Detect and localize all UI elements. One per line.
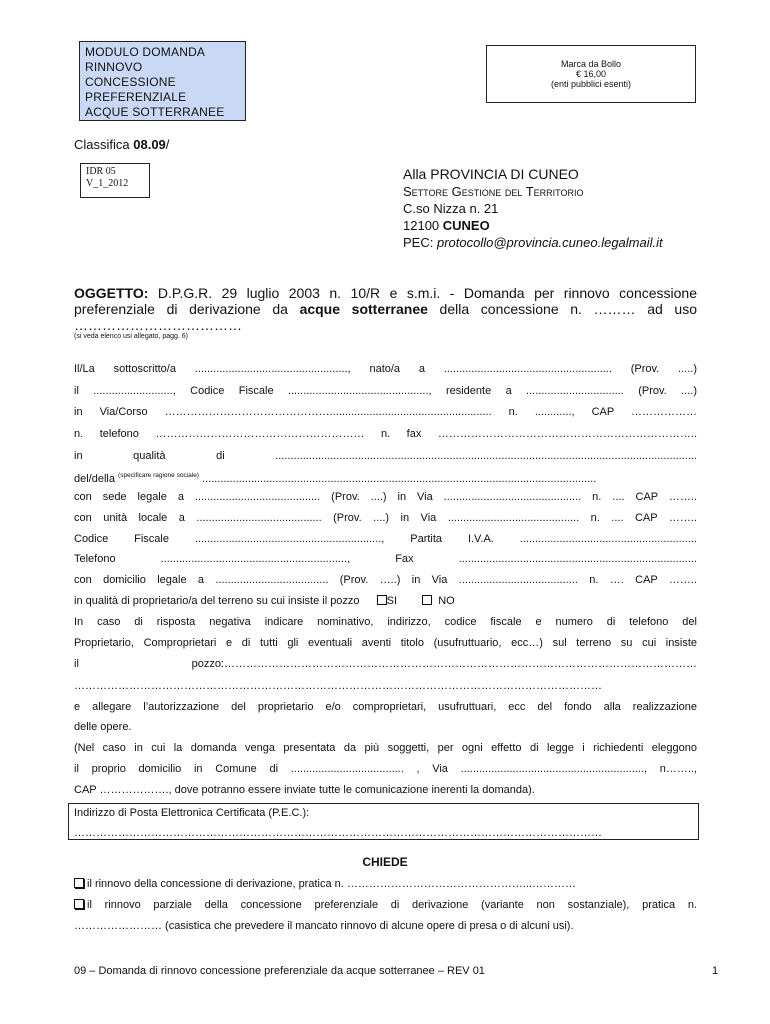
recipient-zip: 12100 xyxy=(403,218,443,233)
pec-input[interactable]: ……………………………………………………………………………………………………………………………… xyxy=(74,827,602,839)
owner-question: in qualità di proprietario/a del terreno su cui insiste il pozzo xyxy=(74,595,360,607)
form-line-registered-office: con sede legale a ......................................... (Prov. ....) in Via ............................................. n. .... CAP …….. xyxy=(74,491,697,503)
form-line-domicile: il proprio domicilio in Comune di ..................................... , Via ............................................................, n…….., xyxy=(74,763,697,775)
subject-text-2: della concessione n. ……… ad uso ……………………………… xyxy=(74,301,697,333)
form-line-address: in Via/Corso ………………………………………..................................................... n. ............, CAP ……………… xyxy=(74,406,697,418)
module-title-line: CONCESSIONE xyxy=(85,75,176,89)
subject-paragraph xyxy=(74,285,697,333)
request-heading: CHIEDE xyxy=(362,855,408,869)
recipient-pec-value: protocollo@provincia.cuneo.legalmail.it xyxy=(436,235,663,250)
form-line-dots: ……………………………………………………………………………………………………………………………… xyxy=(74,680,602,692)
subject-bold: acque sotterranee xyxy=(299,301,428,317)
form-code: IDR 05 xyxy=(86,166,116,177)
form-line-multiple-applicants: (Nel caso in cui la domanda venga presentata da più soggetti, per ogni effetto di legge i richiedenti eleggono xyxy=(74,742,697,754)
recipient-address xyxy=(403,166,663,251)
form-line-negative-2: Proprietario, Comproprietari e di tutti gli eventuali aventi titolo (usufruttuario, ecc…) sul terreno su cui insiste xyxy=(74,637,697,649)
request-option-partial-cont: …………………… (casistica che prevedere il mancato rinnovo di alcune opere di presa o di alcuni usi). xyxy=(74,920,574,932)
company-dots: ................................................................................................................................. xyxy=(198,473,597,485)
form-line-local-unit: con unità locale a ......................................... (Prov. ....) in Via ........................................... n. .... CAP …….. xyxy=(74,512,697,524)
classification-value: 08.09 xyxy=(133,137,166,152)
footer-text: 09 – Domanda di rinnovo concessione preferenziale da acque sotterranee – REV 01 xyxy=(74,965,485,977)
module-title-line: MODULO DOMANDA xyxy=(85,45,206,59)
module-title-line: PREFERENZIALE xyxy=(85,90,187,104)
form-line-legal-domicile: con domicilio legale a ..................................... (Prov. …..) in Via ....................................... n. …. CAP …….. xyxy=(74,574,697,586)
form-line-tax-codes: Codice Fiscale ............................................................., Partita I.V.A. .......................................................... xyxy=(74,533,697,545)
module-title-box xyxy=(79,41,246,121)
owner-no-checkbox[interactable] xyxy=(422,595,432,605)
partial-renewal-label: il rinnovo parziale della concessione preferenziale di derivazione (variante non sostanziale), pratica n. xyxy=(87,899,697,911)
page-number: 1 xyxy=(712,965,719,977)
classification-label: Classifica xyxy=(74,137,134,152)
form-line-phone-fax: Telefono ............................................................., Fax .............................................................................. xyxy=(74,553,697,565)
recipient-street: C.so Nizza n. 21 xyxy=(403,201,499,216)
classification-suffix: / xyxy=(165,137,170,152)
classification xyxy=(74,137,169,152)
subject-note: (si veda elenco usi allegato, pagg. 6) xyxy=(74,333,189,340)
form-line-cap: CAP ………………., dove potranno essere inviate tutte le comunicazione inerenti la domanda). xyxy=(74,784,535,796)
form-line-name: Il/La sottoscritto/a .................................................., nato/a a ....................................................... (Prov. .....) xyxy=(74,363,697,375)
form-line-phone: n. telefono ………………………………………………… n. fax …………………………………………………………….. xyxy=(74,428,697,440)
form-line-negative-1: In caso di risposta negativa indicare nominativo, indirizzo, codice fiscale e numero di telefono del xyxy=(74,616,697,628)
form-line-well: il pozzo:………………………………………………………………………………………………………………… xyxy=(74,658,697,670)
module-title-line: ACQUE SOTTERRANEE xyxy=(85,105,225,119)
recipient-name: Alla PROVINCIA DI CUNEO xyxy=(403,166,579,182)
form-version: V_1_2012 xyxy=(86,178,129,189)
form-line-company xyxy=(74,469,697,486)
form-line-owner xyxy=(74,594,697,608)
renewal-checkbox[interactable] xyxy=(74,878,84,888)
stamp-duty-label: Marca da Bollo xyxy=(560,59,622,69)
request-option-partial xyxy=(74,898,697,912)
owner-no-label: NO xyxy=(438,595,455,607)
form-line-works: delle opere. xyxy=(74,721,132,733)
subject-text-1: D.P.G.R. 29 luglio 2003 n. 10/R e s.m.i. - Domanda per rinnovo concessione preferenziale di derivazione da xyxy=(74,285,697,317)
stamp-duty-box xyxy=(486,45,696,103)
request-option-renewal xyxy=(74,877,697,891)
renewal-label: il rinnovo della concessione di derivazione, pratica n. …………………………………………...………… xyxy=(87,878,577,890)
stamp-duty-note: (enti pubblici esenti) xyxy=(550,79,632,89)
recipient-city: CUNEO xyxy=(442,218,490,233)
module-title-line: RINNOVO xyxy=(85,60,143,74)
recipient-city-line xyxy=(403,217,663,234)
form-line-authorization: e allegare l’autorizzazione del proprietario e/o comproprietari, usufruttuari, ecc del fondo alla realizzazione xyxy=(74,701,697,713)
form-line-birth: il .........................., Codice Fiscale .............................................., residente a ................................ (Prov. ....) xyxy=(74,385,697,397)
recipient-pec xyxy=(403,234,663,251)
owner-yes-label: SI xyxy=(386,595,398,607)
company-label: del/della xyxy=(74,473,119,485)
recipient-department: Settore Gestione del Territorio xyxy=(403,184,584,199)
stamp-duty-amount: € 16,00 xyxy=(575,69,607,79)
company-hint: (specificare ragione sociale) xyxy=(118,472,199,479)
form-code-box xyxy=(80,163,150,198)
subject-label: OGGETTO: xyxy=(74,285,149,301)
pec-label: Indirizzo di Posta Elettronica Certificata (P.E.C.): xyxy=(74,807,310,819)
partial-renewal-checkbox[interactable] xyxy=(74,899,84,909)
recipient-pec-label: PEC: xyxy=(403,235,437,250)
form-line-role: in qualità di .......................................................................................................................................... xyxy=(74,450,697,462)
owner-yes-checkbox[interactable] xyxy=(377,595,387,605)
